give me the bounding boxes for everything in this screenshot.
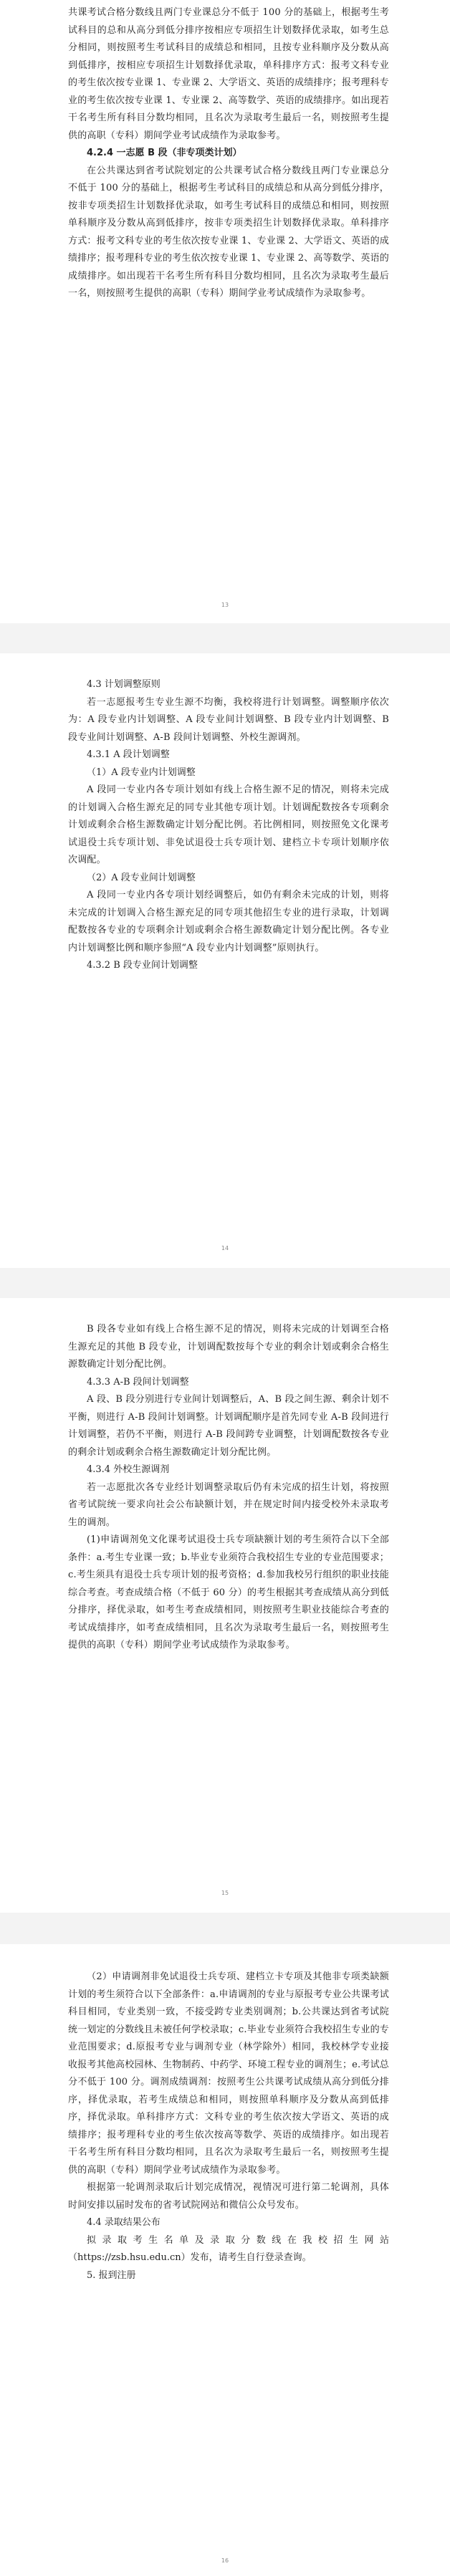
page-number: 14 <box>221 1245 229 1251</box>
subsection-heading: 4.3.2 B 段专业间计划调整 <box>87 960 198 971</box>
section-heading: 5. 报到注册 <box>87 2269 136 2281</box>
page-number: 15 <box>221 1890 229 1896</box>
body-paragraph: A 段同一专业内各专项计划如有线上合格生源不足的情况，则将未完成的计划调入合格生源充足的同专业其他专项计划。计划调配数按各专项剩余计划或剩余合格生源数确定计划分配比例。若比例相同，则按照免文化课考试退役士兵专项计划、非免试退役士兵专项计划、建档立卡专项计划顺序依次调配。 <box>68 784 389 865</box>
subsection-heading: （1）A 段专业内计划调整 <box>87 766 196 778</box>
body-paragraph: 若一志愿批次各专业经计划调整录取后仍有未完成的招生计划，将按照省考试院统一要求向社会公布缺额计划，并在规定时间内接受校外未录取考生的调剂。 <box>68 1481 389 1528</box>
body-paragraph: (1)申请调剂免文化课考试退役士兵专项缺额计划的考生须符合以下全部条件：a.考生专业课一致；b.毕业专业须符合我校招生专业的专业范围要求；c.考生须具有退役士兵专项计划的报考资格；d.参加我校另行组织的职业技能综合考查。考查成绩合格（不低于 60 分）的考生根据其考查成绩从高分到低分排序，择优录取，如考生考查成绩相同，则按照考生职业技能综合考查的考试成绩排序，如考查成绩相同，且名次为录取考生最后一名，则按照考生提供的高职（专科）期间学业考试成绩作为录取参考。 <box>68 1534 390 1650</box>
document-page <box>0 653 450 1268</box>
body-paragraph: 若一志愿报考生专业生源不均衡，我校将进行计划调整。调整顺序依次为：A 段专业内计划调整、A 段专业间计划调整、B 段专业内计划调整、B 段专业间计划调整、A-B 段间计划调整、外校生源调剂。 <box>68 696 389 743</box>
section-heading: 4.4 录取结果公布 <box>87 2217 161 2228</box>
document-page <box>0 1944 450 2576</box>
document-page <box>0 0 450 623</box>
subsection-heading: （2）A 段专业间计划调整 <box>87 872 196 883</box>
subsection-heading: 4.3.3 A-B 段间计划调整 <box>87 1376 189 1388</box>
body-paragraph: 共课考试合格分数线且两门专业课总分不低于 100 分的基础上，根据考生考试科目的总和从高分到低分排序按相应专项招生计划数择优录取，如考生总分相同，则按照考生考试科目的成绩总和相同，且按专业科顺序及分数从高到低排序，按相应专项招生计划数择优录取，单科排序方式：报考文科专业的考生依次按专业课 1、专业课 2、大学语文、英语的成绩排序；报考理科专业的考生依次按专业课 1、专业课 2、高等数学、英语的成绩排序。如出现若干名考生所有科目分数均相同，且名次为录取考生最后一名，则按照考生提供的高职（专科）期间学业考试成绩作为录取参考。 <box>68 7 390 141</box>
body-paragraph: B 段各专业如有线上合格生源不足的情况，则将未完成的计划调至合格生源充足的其他 B 段专业，计划调配数按每个专业的剩余计划或剩余合格生源数确定计划分配比例。 <box>68 1324 389 1370</box>
subsection-heading: 4.3.1 A 段计划调整 <box>87 749 170 760</box>
section-heading: 4.2.4 一志愿 B 段（非专项类计划） <box>87 148 242 158</box>
body-paragraph: 根据第一轮调剂录取后计划完成情况，视情况可进行第二轮调剂，具体时间安排以届时发布的省考试院网站和微信公众号发布。 <box>68 2182 389 2211</box>
body-paragraph: 拟录取考生名单及录取分数线在我校招生网站（https://zsb.hsu.edu.cn）发布，请考生自行登录查询。 <box>68 2234 389 2263</box>
body-paragraph: A 段、B 段分别进行专业间计划调整后，A、B 段之间生源、剩余计划不平衡，则进行 A-B 段间计划调整。计划调配顺序是首先同专业 A-B 段间进行计划调整，若仍不平衡，则进行 A-B 段间跨专业调整，计划调配数按各专业的剩余计划或剩余合格生源数确定计划分配比例。 <box>68 1394 389 1458</box>
page-number: 13 <box>221 602 229 608</box>
subsection-heading: 4.3.4 外校生源调剂 <box>87 1464 170 1475</box>
body-paragraph: 在公共课达到省考试院划定的公共课考试合格分数线且两门专业课总分不低于 100 分的基础上，根据考生考试科目的成绩总和从高分到低分排序，按非专项类招生计划数择优录取，如考生考试科目的成绩总和相同，则按照单科顺序及分数从高到低排序，按非专项类招生计划数择优录取。单科排序方式：报考文科专业的考生依次按专业课 1、专业课 2、大学语文、英语的成绩排序；报考理科专业的考生依次按专业课 1、专业课 2、高等数学、英语的成绩排序。如出现若干名考生所有科目分数均相同，且名次为录取考生最后一名，则按照考生提供的高职（专科）期间学业考试成绩作为录取参考。 <box>68 165 390 299</box>
body-paragraph: A 段同一专业内各专项计划经调整后，如仍有剩余未完成的计划，则将未完成的计划调入合格生源充足的同专项其他招生专业的进行录取，计划调配数按各专业的专项剩余计划或剩余合格生源数确定计划分配比例。各专业内计划调整比例和顺序参照“A 段专业内计划调整”原则执行。 <box>68 890 389 953</box>
section-heading: 4.3 计划调整原则 <box>87 679 161 690</box>
body-paragraph: （2）申请调剂非免试退役士兵专项、建档立卡专项及其他非专项类缺额计划的考生须符合以下全部条件：a.申请调剂的专业与原报考专业公共课考试科目相同，专业类别一致，不接受跨专业类别调剂；b.公共课达到省考试院统一划定的分数线且未被任何学校录取；c.毕业专业须符合我校招生专业的专业范围要求；d.原报考专业与调剂专业（林学除外）相同，我校林学专业接收报考其他高校园林、生物制药、中药学、环境工程专业的调剂生；e.考试总分不低于 100 分。调剂成绩调剂：按照考生公共课考试成绩从高分到低分排序，择优录取，若考生成绩总和相同，则按照单科顺序及分数从高到低排序，择优录取。单科排序方式：文科专业的考生依次按大学语文、英语的成绩排序；报考理科专业的考生依次按高等数学、英语的成绩排序。如出现若干名考生所有科目分数均相同，且名次为录取考生最后一名，则按照考生提供的高职（专科）期间学业考试成绩作为录取参考。 <box>68 1971 389 2176</box>
document-page <box>0 1298 450 1913</box>
page-number: 16 <box>221 2557 229 2564</box>
